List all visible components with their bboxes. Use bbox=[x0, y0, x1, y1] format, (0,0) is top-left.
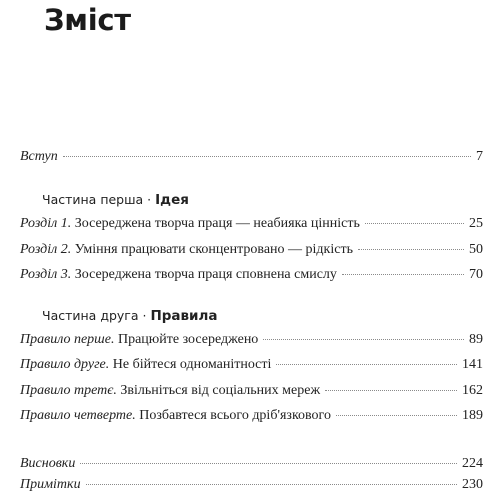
toc-entry-conclusions[interactable] bbox=[20, 455, 483, 473]
part-name: Ідея bbox=[155, 192, 189, 208]
toc-entry-chapter-3[interactable] bbox=[20, 266, 483, 284]
toc-entry-label: Розділ 2. Уміння працювати сконцентровано — рідкість bbox=[20, 242, 353, 257]
toc-entry-intro[interactable] bbox=[20, 148, 483, 166]
toc-entry-rule-4[interactable] bbox=[20, 407, 483, 425]
part-name: Правила bbox=[150, 308, 218, 324]
dot-leader bbox=[80, 463, 457, 464]
dot-leader bbox=[276, 364, 457, 365]
toc-entry-notes[interactable] bbox=[20, 476, 483, 494]
dot-leader bbox=[263, 339, 464, 340]
toc-entry-chapter-1[interactable] bbox=[20, 215, 483, 233]
toc-entry-label: Правило перше. Працюйте зосереджено bbox=[20, 332, 259, 347]
toc-entry-rule-3[interactable] bbox=[20, 382, 483, 400]
toc-entry-label: Правило третє. Звільніться від соціальних мереж bbox=[20, 383, 321, 398]
toc-page-number: 189 bbox=[462, 408, 483, 423]
toc-entry-rule-2[interactable] bbox=[20, 356, 483, 374]
part-heading-2 bbox=[42, 308, 218, 324]
page-title: Зміст bbox=[44, 3, 131, 37]
toc-page-number: 70 bbox=[469, 267, 483, 282]
toc-page-number: 141 bbox=[462, 357, 483, 372]
toc-entry-label: Розділ 3. Зосереджена творча праця сповнена смислу bbox=[20, 267, 337, 282]
toc-entry-label: Правило четверте. Позбавтеся всього дріб'язкового bbox=[20, 408, 331, 423]
toc-page-number: 224 bbox=[462, 456, 483, 471]
toc-entry-chapter-2[interactable] bbox=[20, 241, 483, 259]
toc-entry-label: Вступ bbox=[20, 149, 58, 164]
toc-page-number: 50 bbox=[469, 242, 483, 257]
toc-entry-label: Розділ 1. Зосереджена творча праця — неабияка цінність bbox=[20, 216, 360, 231]
toc-entry-rule-1[interactable] bbox=[20, 331, 483, 349]
part-heading-1 bbox=[42, 192, 189, 208]
toc-page-number: 162 bbox=[462, 383, 483, 398]
part-prefix: Частина перша · bbox=[42, 192, 156, 207]
toc-entry-label: Висновки bbox=[20, 456, 76, 471]
dot-leader bbox=[325, 390, 457, 391]
toc-page-number: 230 bbox=[462, 477, 483, 492]
toc-entry-label: Правило друге. Не бійтеся одноманітності bbox=[20, 357, 272, 372]
toc-page-number: 7 bbox=[476, 149, 483, 164]
dot-leader bbox=[365, 223, 464, 224]
dot-leader bbox=[342, 274, 464, 275]
toc-page-number: 25 bbox=[469, 216, 483, 231]
dot-leader bbox=[63, 156, 471, 157]
toc-entry-label: Примітки bbox=[20, 477, 81, 492]
dot-leader bbox=[86, 484, 457, 485]
part-prefix: Частина друга · bbox=[42, 308, 151, 323]
dot-leader bbox=[336, 415, 457, 416]
toc-page-number: 89 bbox=[469, 332, 483, 347]
dot-leader bbox=[358, 249, 464, 250]
